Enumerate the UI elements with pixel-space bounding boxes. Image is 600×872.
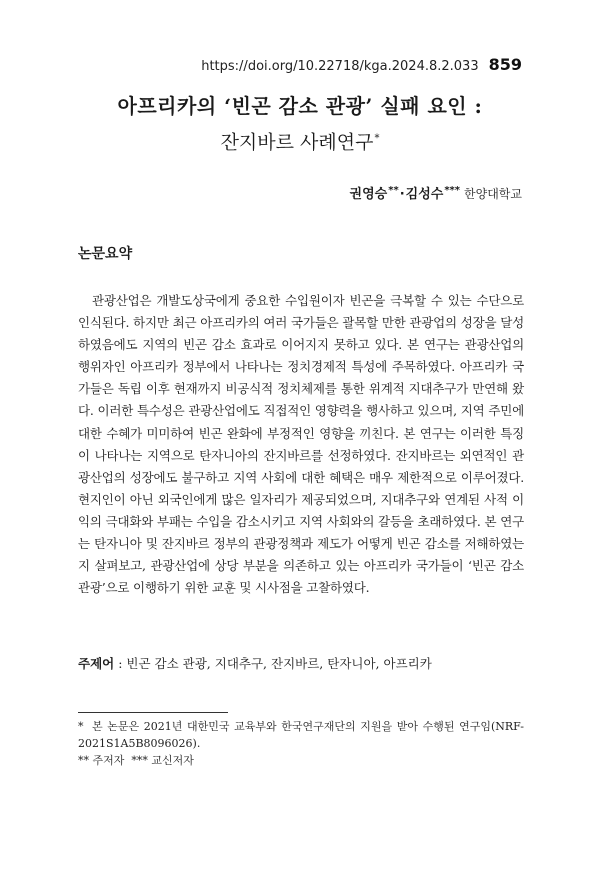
- page-header: [201, 55, 522, 74]
- author-first-mark: **: [388, 184, 399, 196]
- footnote-main-author: 주저자: [92, 754, 125, 767]
- author-first-name: 권영승: [349, 187, 388, 202]
- footnotes: [78, 718, 524, 769]
- keywords-label: 주제어: [78, 656, 115, 671]
- keywords-separator: :: [114, 656, 127, 671]
- footnote-divider: [78, 712, 228, 713]
- author-line: [350, 183, 522, 202]
- subtitle-footnote-mark: *: [374, 133, 380, 144]
- footnote-mark: *: [78, 720, 84, 733]
- keywords-list: 빈곤 감소 관광, 지대추구, 잔지바르, 탄자니아, 아프리카: [126, 656, 432, 671]
- footnote-text: 본 논문은 2021년 대한민국 교육부와 한국연구재단의 지원을 받아 수행된 연구임(NRF-2021S1A5B8096026).: [78, 720, 524, 750]
- paper-title: 아프리카의 ‘빈곤 감소 관광’ 실패 요인 :: [117, 94, 483, 118]
- keywords-line: [78, 654, 524, 674]
- footnote-corresponding-author: 교신저자: [151, 754, 194, 767]
- author-second: [406, 183, 460, 202]
- subtitle-text: 잔지바르 사례연구: [220, 131, 374, 154]
- title-block: [0, 92, 600, 155]
- abstract-body: 관광산업은 개발도상국에게 중요한 수입원이자 빈곤을 극복할 수 있는 수단으로 인식된다. 하지만 최근 아프리카의 여러 국가들은 괄목할 만한 관광업의 성장을 달성하였음에도 지역의 빈곤 감소 효과로 이어지지 못하고 있다. 본 연구는 관광산업의 행위자인 아프리카 정부에서 나타나는 정치경제적 특성에 주목하였다. 아프리카 국가들은 독립 이후 현재까지 비공식적 정치체제를 통한 위계적 지대추구가 만연해 왔다. 이러한 특수성은 관광산업에도 직접적인 영향력을 행사하고 있으며, 지역 주민에 대한 수혜가 미미하여 빈곤 완화에 부정적인 영향을 끼친다. 본 연구는 이러한 특징이 나타나는 지역으로 탄자니아의 잔지바르를 선정하였다. 잔지바르는 외연적인 관광산업의 성장에도 불구하고 지역 사회에 대한 혜택은 매우 제한적으로 이루어졌다. 현지인이 아닌 외국인에게 많은 일자리가 제공되었으며, 지대추구와 연계된 사적 이익의 극대화와 부패는 수입을 감소시키고 지역 사회와의 갈등을 초래하였다. 본 연구는 탄자니아 및 잔지바르 정부의 관광정책과 제도가 어떻게 빈곤 감소를 저해하였는지 살펴보고, 관광산업에 상당 부분을 의존하고 있는 아프리카 국가들이 ‘빈곤 감소 관광’으로 이행하기 위한 교훈 및 시사점을 고찰하였다.: [78, 293, 524, 596]
- footnote-mark-main-author: **: [78, 754, 89, 767]
- author-second-mark: ***: [444, 184, 461, 196]
- abstract-heading: 논문요약: [78, 246, 133, 262]
- footnote-funding: [78, 718, 524, 752]
- doi-link[interactable]: https://doi.org/10.22718/kga.2024.8.2.033: [201, 59, 479, 74]
- author-second-name: 김성수: [405, 187, 444, 202]
- author-first: [350, 183, 399, 202]
- paper-subtitle: [0, 126, 600, 155]
- author-separator: ·: [399, 187, 405, 202]
- footnote-roles: [78, 752, 524, 769]
- footnote-mark-corresponding: ***: [131, 754, 148, 767]
- page-number: 859: [488, 55, 522, 74]
- affiliation: 한양대학교: [464, 187, 522, 201]
